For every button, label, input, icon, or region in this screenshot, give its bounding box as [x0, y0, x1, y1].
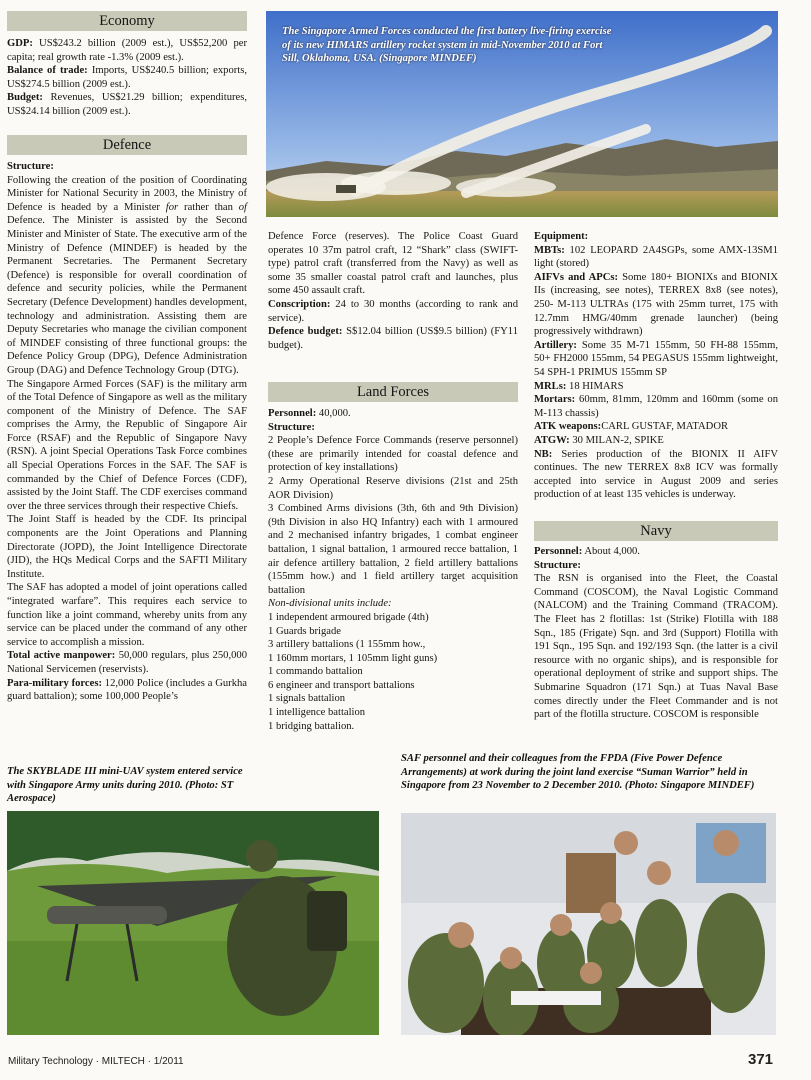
- navy-personnel-text: About 4,000.: [582, 546, 640, 557]
- nb-text: Series production of the BIONIX II AIFV continues. The new TERREX 8x8 ICV was formally accepted into service in August 2009 and series production of at least 135 vehicles is underway.: [534, 448, 778, 501]
- mrl-label: MRLs:: [534, 380, 567, 392]
- budget-label: Budget:: [7, 92, 43, 104]
- navy-structure-label: Structure:: [534, 559, 581, 571]
- economy-heading: Economy: [7, 11, 247, 31]
- coast-guard-text: Defence Force (reserves). The Police Coast Guard operates 10 37m patrol craft, 12 “Shark” class (SWIFT-type) patrol craft (transferred from the Navy) as well as some 35 smaller coastal patrol craft and launches, plus some 450 assault craft.: [268, 231, 518, 297]
- unit-list-item: 3 artillery battalions (1 155mm how.,: [268, 639, 426, 651]
- navy-section: [534, 545, 778, 722]
- navy-heading: Navy: [534, 521, 778, 541]
- equipment-label: Equipment:: [534, 231, 589, 242]
- atk-label: ATK weapons:: [534, 421, 602, 433]
- defence-section: [7, 160, 247, 704]
- land-structure-item: 2 People’s Defence Force Commands (reserve personnel)(these are primarily intended for coastal defence and protection of key installations): [268, 435, 518, 474]
- budget-text: Revenues, US$21.29 billion; expenditures, US$24.14 billion (2009 est.).: [7, 92, 247, 117]
- nb-label: NB:: [534, 448, 553, 460]
- unit-list-item: 1 commando battalion: [268, 666, 363, 678]
- mortars-label: Mortars:: [534, 394, 576, 406]
- land-structure-item: 2 Army Operational Reserve divisions (21st and 25th AOR Division): [268, 475, 518, 501]
- atgw-text: 30 MILAN-2, SPIKE: [569, 434, 664, 446]
- land-structure-label: Structure:: [268, 421, 315, 433]
- atk-text: CARL GUSTAF, MATADOR: [601, 421, 729, 433]
- navy-personnel-label: Personnel:: [534, 546, 583, 557]
- economy-section: [7, 37, 247, 119]
- fpda-photo-illustration: [401, 813, 776, 1035]
- conscription-text: 24 to 30 months (according to rank and service).: [268, 298, 518, 324]
- fpda-photo: [401, 813, 776, 1035]
- land-structure-item: 3 Combined Arms divisions (3th, 6th and 9th Division)(9th Division in also HQ Infantry) each with 1 armoured and 2 mechanised infantry brigades, 1 combat engineer battalion, 1 signal battalion, 1 armoured recce battalion, 1 air defence artillery battalion, 2 field artillery battalions (155mm how.) and 1 field artillery target acquisition battalion: [268, 503, 518, 596]
- unit-list-item: 1 independent armoured brigade (4th): [268, 611, 429, 623]
- equipment-section: [534, 230, 778, 502]
- defence-paragraph-1: Following the creation of the position of Coordinating Minister for National Security in 2003, the Ministry of Defence is headed by a Minister for rather than of Defence. The Minister is assisted by the Second Minister and Minister of State. The executive arm of the Ministry of Defence (MINDEF) is headed by the Permanent Secretaries. The Permanent Secretary (Defence) is responsible for overall coordination of defence and security policies, while the Permanent Secretary (Defence Development) handles development, technology and administration. Assisting them are Deputy Secretaries who manage the civilian component of MINDEF consisting of three functional groups: the Defence Policy Group (DPG), Defence Administration Group (DAG) and Defence Technology Group (DTG).: [7, 174, 247, 376]
- artillery-text: Some 35 M-71 155mm, 50 FH-88 155mm, 50+ FH2000 155mm, 54 PEGASUS 155mm lightweight, 54 SPH-1 PRIMUS 155mm SP: [534, 339, 778, 378]
- unit-list-item: 1 160mm mortars, 1 105mm light guns): [268, 652, 438, 664]
- paramilitary-text: 12,000 Police (includes a Gurkha guard battalion); some 100,000 People’s: [7, 677, 247, 703]
- defence-budget-label: Defence budget:: [268, 326, 343, 338]
- unit-list-item: 1 Guards brigade: [268, 625, 341, 637]
- defence-budget-text: S$12.04 billion (US$9.5 billion) (FY11 budget).: [268, 326, 518, 351]
- navy-structure-text: The RSN is organised into the Fleet, the Coastal Command (COSCOM), the Naval Logistic Command (NALCOM) and the Training Command (TRACOM). The Fleet has 2 flotillas: 1st (Strike) Flotilla with 188 Sqn., 185 (Frigate) Sqn. and 3rd (Support) Flotilla with 191 Sqn., 195 Sqn. and 192/193 Sqn. (the latter is a civil resource with no organic ships), and is responsible for operational deployment of strike and support ships. The Submarine Squadron (171 Sqn.) at Tuas Naval Base comes directly under the Fleet Commander and is not part of the flotilla structure. COSCOM is responsible: [534, 573, 778, 721]
- paramilitary-label: Para-military forces:: [7, 677, 102, 689]
- unit-list-item: 6 engineer and transport battalions: [268, 679, 415, 691]
- trade-label: Balance of trade:: [7, 65, 88, 77]
- aifv-text: Some 180+ BIONIXs and BIONIX IIs (increasing, see notes), TERREX 8x8 (see notes), 250- M-113 ULTRAs (175 with 25mm turret, 175 with 12.7mm HMG/40mm grenade launcher) (being progressively withdrawn): [534, 271, 778, 338]
- land-personnel-text: 40,000.: [316, 408, 351, 419]
- non-divisional-label: Non-divisional units include:: [268, 598, 392, 610]
- defence-structure-label: Structure:: [7, 161, 54, 172]
- publication-footer: Military Technology · MILTECH · 1/2011: [8, 1056, 184, 1067]
- atgw-label: ATGW:: [534, 434, 570, 446]
- gdp-text: US$243.2 billion (2009 est.), US$52,200 per capita; real growth rate -1.3% (2009 est.).: [7, 38, 247, 63]
- aifv-label: AIFVs and APCs:: [534, 271, 619, 283]
- gdp-label: GDP:: [7, 38, 33, 49]
- page-number: 371: [748, 1051, 774, 1068]
- trade-text: Imports, US$240.5 billion; exports, US$274.5 billion (2009 est.).: [7, 65, 247, 90]
- conscription-label: Conscription:: [268, 298, 331, 310]
- defence-paragraph-3: The Joint Staff is headed by the CDF. Its principal components are the Joint Operations and Planning Directorate (JOPD), the Joint Intelligence Directorate (JID), the HQs Medical Corps and the SAFTI Military Institute.: [7, 514, 247, 580]
- himars-launch-photo: [266, 11, 778, 217]
- paramilitary-continued: [268, 230, 518, 352]
- manpower-label: Total active manpower:: [7, 650, 116, 662]
- defence-paragraph-4: The SAF has adopted a model of joint operations called “integrated warfare”. This requires each service to function like a joint command, whereby units from any service can be placed under the command of any other service to accomplish a mission.: [7, 582, 247, 648]
- unit-list-item: 1 intelligence battalion: [268, 707, 366, 719]
- artillery-label: Artillery:: [534, 339, 577, 351]
- mbt-text: 102 LEOPARD 2A4SGPs, some AMX-13SM1 light (stored): [534, 244, 778, 270]
- land-forces-heading: Land Forces: [268, 382, 518, 402]
- uav-caption: The SKYBLADE III mini-UAV system entered service with Singapore Army units during 2010. (Photo: ST Aerospace): [7, 766, 243, 804]
- land-personnel-label: Personnel:: [268, 408, 317, 419]
- unit-list-item: 1 signals battalion: [268, 693, 346, 705]
- land-forces-section: [268, 407, 518, 733]
- fpda-caption: SAF personnel and their colleagues from the FPDA (Five Power Defence Arrangements) at work during the joint land exercise “Suman Warrior” held in Singapore from 23 November to 2 December 2010. (Photo: Singapore MINDEF): [401, 753, 755, 791]
- manpower-text: 50,000 regulars, plus 250,000 National Servicemen (reservists).: [7, 650, 247, 675]
- mortars-text: 60mm, 81mm, 120mm and 160mm (some on M-113 chassis): [534, 394, 778, 419]
- defence-paragraph-2: The Singapore Armed Forces (SAF) is the military arm of the Total Defence of Singapore as well as the military component of the Ministry of Defence. The SAF comprises the Army, the Republic of Singapore Air Force (RSAF) and the Republic of Singapore Navy (RSN). A joint Special Operations Task Force combines all Special Operations Forces in the SAF. The SAF is commanded by the Chief of Defence Forces (CDF), assisted by the Joint Staff. The CDF exercises command over the three services through their respective Chiefs.: [7, 378, 247, 512]
- mbt-label: MBTs:: [534, 244, 565, 256]
- defence-heading: Defence: [7, 135, 247, 155]
- uav-photo-illustration: [7, 811, 379, 1035]
- unit-list-item: 1 bridging battalion.: [268, 720, 355, 732]
- himars-caption: The Singapore Armed Forces conducted the first battery live-firing exercise of its new HIMARS artillery rocket system in mid-November 2010 at Fort Sill, Oklahoma, USA. (Singapore MINDEF): [282, 26, 612, 64]
- uav-photo: [7, 811, 379, 1035]
- mrl-text: 18 HIMARS: [566, 380, 624, 392]
